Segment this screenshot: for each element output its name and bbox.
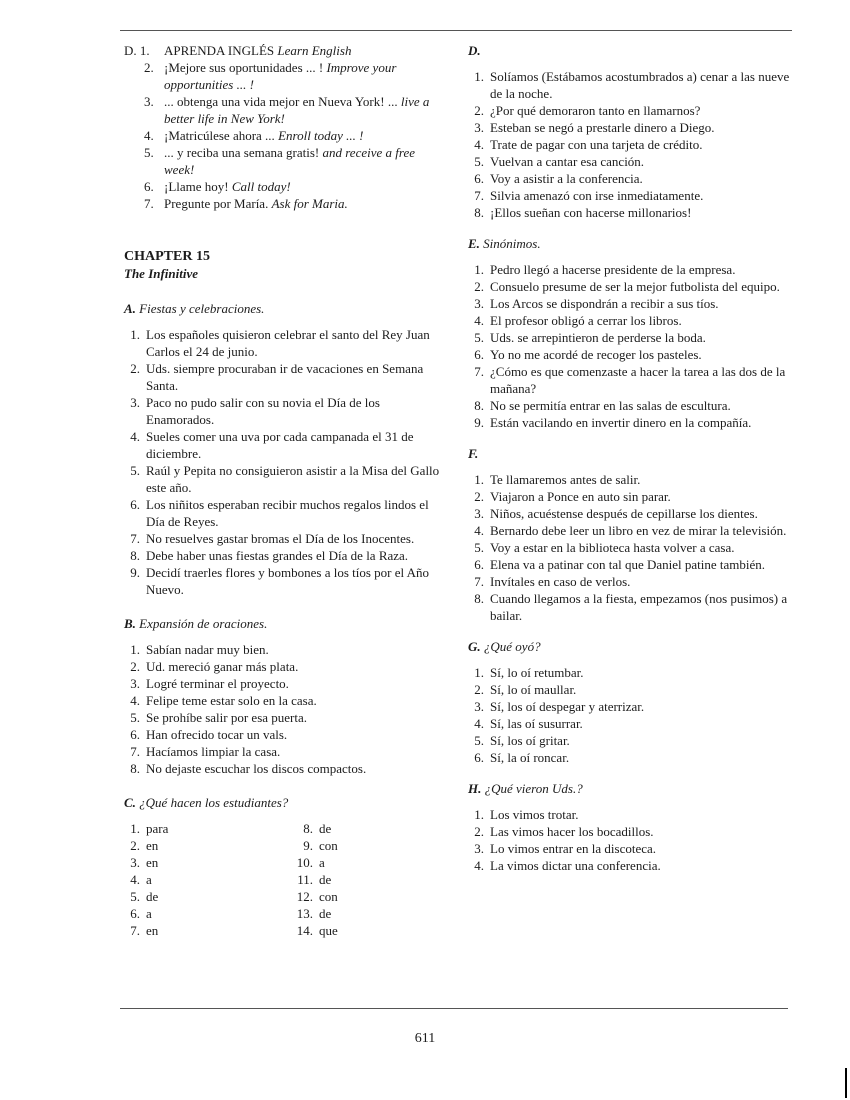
list-item (468, 664, 798, 681)
item-number: 4. (474, 858, 484, 873)
item-text: Han ofrecido tocar un vals. (146, 727, 288, 742)
item-number: 6. (144, 179, 154, 194)
chapter-title: CHAPTER 15 (124, 249, 210, 264)
english-translation: Learn English (277, 43, 352, 58)
answer-word: de (319, 821, 332, 836)
spanish-text: ¡Matricúlese ahora ... (164, 128, 279, 143)
spanish-text: APRENDA INGLÉS (164, 43, 278, 58)
answer-word: de (319, 872, 332, 887)
list-item (468, 806, 798, 823)
item-number: 6. (130, 497, 140, 512)
spanish-text: Pregunte por María. (164, 196, 272, 211)
list-item (468, 170, 798, 187)
section-e-heading (468, 235, 798, 252)
item-text: Niños, acuéstense después de cepillarse los dientes. (490, 506, 758, 521)
item-text: El profesor obligó a cerrar los libros. (490, 313, 682, 328)
section-c-grid (124, 820, 444, 939)
answer-cell (289, 888, 439, 905)
item-number: 5. (130, 463, 140, 478)
list-item (124, 530, 444, 547)
item-text: Silvia amenazó con irse inmediatamente. (490, 188, 704, 203)
item-number: 6. (474, 750, 484, 765)
section-b-heading (124, 615, 444, 632)
item-number: 2. (130, 659, 140, 674)
list-item (468, 732, 798, 749)
item-text: Sí, los oí gritar. (490, 733, 570, 748)
list-item (468, 329, 798, 346)
item-number: 5. (130, 710, 140, 725)
item-text: Voy a asistir a la conferencia. (490, 171, 643, 186)
section-letter: G. (468, 639, 481, 654)
list-item (468, 539, 798, 556)
list-item (124, 144, 444, 178)
list-item (124, 658, 444, 675)
section-h-list (468, 806, 798, 874)
item-number: 7. (474, 188, 484, 203)
list-item (468, 698, 798, 715)
list-item (124, 743, 444, 760)
list-item (468, 153, 798, 170)
section-e-list (468, 261, 798, 431)
answer-word: que (319, 923, 338, 938)
section-title: ¿Qué hacen los estudiantes? (139, 795, 289, 810)
item-text: Vuelvan a cantar esa canción. (490, 154, 645, 169)
list-item (468, 346, 798, 363)
right-column (468, 42, 798, 874)
item-text: Ud. mereció ganar más plata. (146, 659, 299, 674)
section-letter: B. (124, 616, 136, 631)
list-item (124, 709, 444, 726)
item-text: La vimos dictar una conferencia. (490, 858, 661, 873)
item-number: 12. (296, 889, 313, 904)
list-item (468, 119, 798, 136)
item-number: 1. (474, 472, 484, 487)
item-number: 8. (474, 398, 484, 413)
item-text: Las vimos hacer los bocadillos. (490, 824, 654, 839)
item-number: 4. (130, 693, 140, 708)
item-number: 3. (130, 676, 140, 691)
section-d-list (468, 68, 798, 221)
section-f-list (468, 471, 798, 624)
list-item (124, 360, 444, 394)
answer-cell (124, 854, 289, 871)
item-number: 1. (474, 69, 484, 84)
answer-word: en (146, 855, 159, 870)
english-translation: and receive a free week! (164, 145, 415, 177)
list-item (468, 573, 798, 590)
answer-cell (124, 888, 289, 905)
list-item (124, 93, 444, 127)
list-item (468, 681, 798, 698)
item-text: Los Arcos se dispondrán a recibir a sus tíos. (490, 296, 719, 311)
item-number: 1. (474, 665, 484, 680)
item-text: Paco no pudo salir con su novia el Día de los Enamorados. (146, 395, 380, 427)
answer-cell (124, 905, 289, 922)
item-number: 1. (130, 821, 140, 836)
item-number: 2. (144, 60, 154, 75)
section-f-heading (468, 445, 798, 462)
list-item (124, 326, 444, 360)
item-text: Sí, lo oí maullar. (490, 682, 577, 697)
chapter-subtitle: The Infinitive (124, 266, 199, 281)
section-title: Sinónimos. (483, 236, 541, 251)
bottom-rule (120, 1008, 788, 1009)
item-text: Te llamaremos antes de salir. (490, 472, 641, 487)
list-item (124, 692, 444, 709)
answer-cell (289, 854, 439, 871)
list-item (468, 204, 798, 221)
section-letter: D. (468, 43, 481, 58)
d1-list (124, 42, 444, 212)
item-text: Uds. se arrepintieron de perderse la boda. (490, 330, 706, 345)
list-item (468, 278, 798, 295)
answer-cell (124, 837, 289, 854)
item-text: No resuelves gastar bromas el Día de los Inocentes. (146, 531, 415, 546)
item-text: Decidí traerles flores y bombones a los tíos por el Año Nuevo. (146, 565, 430, 597)
item-text: Están vacilando en invertir dinero en la compañía. (490, 415, 752, 430)
item-number: 8. (474, 205, 484, 220)
item-number: 9. (303, 838, 313, 853)
section-a-heading (124, 300, 444, 317)
answer-cell (124, 871, 289, 888)
item-number: 11. (297, 872, 313, 887)
item-number: 14. (296, 923, 313, 938)
item-text: Consuelo presume de ser la mejor futbolista del equipo. (490, 279, 780, 294)
english-translation: Enroll today ... ! (278, 128, 364, 143)
item-number: 1. (474, 262, 484, 277)
item-number: 7. (144, 196, 154, 211)
item-number: 7. (130, 744, 140, 759)
list-item (468, 715, 798, 732)
item-text: Sí, las oí susurrar. (490, 716, 583, 731)
answer-cell (289, 837, 439, 854)
item-number: 6. (130, 906, 140, 921)
answer-cell (124, 820, 289, 837)
item-number: 6. (130, 727, 140, 742)
item-number: 2. (474, 682, 484, 697)
list-item (124, 496, 444, 530)
section-title: Fiestas y celebraciones. (139, 301, 265, 316)
item-number: 5. (130, 889, 140, 904)
item-number: 9. (130, 565, 140, 580)
item-text: ¿Por qué demoraron tanto en llamarnos? (490, 103, 701, 118)
item-text: Cuando llegamos a la fiesta, empezamos (nos pusimos) a bailar. (490, 591, 788, 623)
item-text: Bernardo debe leer un libro en vez de mirar la televisión. (490, 523, 787, 538)
list-item (468, 136, 798, 153)
list-item (468, 414, 798, 431)
answer-word: a (146, 872, 152, 887)
item-number: 8. (130, 548, 140, 563)
item-number: 5. (474, 154, 484, 169)
item-number: 9. (474, 415, 484, 430)
item-number: 4. (130, 872, 140, 887)
answer-cell (289, 905, 439, 922)
item-text: No se permitía entrar en las salas de escultura. (490, 398, 731, 413)
item-number: 3. (474, 296, 484, 311)
list-item (468, 590, 798, 624)
item-number: 3. (474, 841, 484, 856)
page-number: 611 (414, 1031, 436, 1046)
section-h-heading (468, 780, 798, 797)
section-b-list (124, 641, 444, 777)
list-item (124, 641, 444, 658)
item-text: Los vimos trotar. (490, 807, 579, 822)
item-number: 4. (474, 313, 484, 328)
list-item (124, 42, 444, 59)
section-d-continued (124, 42, 444, 212)
item-text: Debe haber unas fiestas grandes el Día de la Raza. (146, 548, 409, 563)
item-number: 7. (474, 364, 484, 379)
item-text: Sí, lo oí retumbar. (490, 665, 584, 680)
list-item (468, 857, 798, 874)
list-item (124, 59, 444, 93)
list-item (124, 127, 444, 144)
item-number: 2. (130, 361, 140, 376)
english-translation: Call today! (231, 179, 291, 194)
item-number: 6. (474, 347, 484, 362)
spanish-text: ¡Llame hoy! (164, 179, 232, 194)
list-item (124, 675, 444, 692)
section-d-heading (468, 42, 798, 59)
item-number: 1. (130, 642, 140, 657)
item-number: 1. (130, 327, 140, 342)
list-item (124, 178, 444, 195)
item-text: Sí, los oí despegar y aterrizar. (490, 699, 645, 714)
list-item (124, 564, 444, 598)
answer-word: en (146, 838, 159, 853)
item-number: 7. (130, 923, 140, 938)
item-text: Yo no me acordé de recoger los pasteles. (490, 347, 702, 362)
left-column (124, 42, 444, 939)
answer-word: con (319, 889, 338, 904)
item-text: No dejaste escuchar los discos compactos. (146, 761, 367, 776)
item-text: Sí, la oí roncar. (490, 750, 570, 765)
section-g-list (468, 664, 798, 766)
item-text: Hacíamos limpiar la casa. (146, 744, 281, 759)
answer-word: de (146, 889, 159, 904)
item-number: 10. (296, 855, 313, 870)
list-item (468, 397, 798, 414)
item-text: Los niñitos esperaban recibir muchos regalos lindos el Día de Reyes. (146, 497, 429, 529)
item-number: 5. (474, 540, 484, 555)
item-number: 5. (474, 733, 484, 748)
answer-word: para (146, 821, 169, 836)
item-text: Solíamos (Estábamos acostumbrados a) cenar a las nueve de la noche. (490, 69, 790, 101)
item-number: 3. (474, 699, 484, 714)
item-text: Invítales en caso de verlos. (490, 574, 631, 589)
item-text: Sabían nadar muy bien. (146, 642, 269, 657)
spanish-text: ¡Mejore sus oportunidades ... ! (164, 60, 327, 75)
list-item (468, 68, 798, 102)
list-item (468, 823, 798, 840)
section-label: D. 1. (124, 43, 150, 58)
list-item (468, 102, 798, 119)
list-item (468, 363, 798, 397)
list-item (124, 547, 444, 564)
answer-word: a (319, 855, 325, 870)
item-number: 1. (474, 807, 484, 822)
item-text: Esteban se negó a prestarle dinero a Diego. (490, 120, 715, 135)
item-number: 7. (474, 574, 484, 589)
answer-cell (289, 922, 439, 939)
item-number: 3. (474, 120, 484, 135)
item-number: 8. (474, 591, 484, 606)
section-title: ¿Qué vieron Uds.? (484, 781, 583, 796)
list-item (468, 261, 798, 278)
item-number: 13. (296, 906, 313, 921)
section-title: ¿Qué oyó? (483, 639, 541, 654)
item-number: 4. (474, 523, 484, 538)
section-letter: H. (468, 781, 482, 796)
spanish-text: ... y reciba una semana gratis! (164, 145, 323, 160)
item-text: Pedro llegó a hacerse presidente de la empresa. (490, 262, 736, 277)
item-number: 4. (474, 716, 484, 731)
list-item (468, 312, 798, 329)
item-text: Uds. siempre procuraban ir de vacaciones en Semana Santa. (146, 361, 424, 393)
answer-word: con (319, 838, 338, 853)
list-item (124, 726, 444, 743)
english-translation: live a better life in New York! (164, 94, 430, 126)
spanish-text: ... obtenga una vida mejor en Nueva York! ... (164, 94, 401, 109)
item-text: Los españoles quisieron celebrar el santo del Rey Juan Carlos el 24 de junio. (146, 327, 430, 359)
section-letter: C. (124, 795, 136, 810)
top-rule (120, 30, 792, 31)
list-item (124, 428, 444, 462)
list-item (468, 488, 798, 505)
english-translation: Ask for Maria. (271, 196, 348, 211)
item-number: 3. (144, 94, 154, 109)
item-number: 2. (474, 279, 484, 294)
item-number: 4. (474, 137, 484, 152)
item-text: Trate de pagar con una tarjeta de crédito. (490, 137, 703, 152)
list-item (468, 505, 798, 522)
section-letter: A. (124, 301, 136, 316)
answer-cell (289, 871, 439, 888)
answer-cell (124, 922, 289, 939)
list-item (468, 556, 798, 573)
section-c-heading (124, 794, 444, 811)
list-item (468, 522, 798, 539)
item-number: 2. (474, 103, 484, 118)
item-number: 5. (144, 145, 154, 160)
item-text: Voy a estar en la biblioteca hasta volver a casa. (490, 540, 735, 555)
item-number: 6. (474, 557, 484, 572)
answer-word: en (146, 923, 159, 938)
list-item (468, 295, 798, 312)
item-number: 2. (474, 489, 484, 504)
item-text: Viajaron a Ponce en auto sin parar. (490, 489, 671, 504)
item-number: 7. (130, 531, 140, 546)
list-item (124, 462, 444, 496)
list-item (124, 195, 444, 212)
item-number: 8. (130, 761, 140, 776)
answer-word: a (146, 906, 152, 921)
english-translation: Improve your opportunities ... ! (164, 60, 397, 92)
item-number: 3. (130, 395, 140, 410)
list-item (468, 471, 798, 488)
item-number: 3. (474, 506, 484, 521)
item-number: 4. (144, 128, 154, 143)
section-letter: E. (468, 236, 480, 251)
list-item (468, 840, 798, 857)
item-number: 8. (303, 821, 313, 836)
item-text: Elena va a patinar con tal que Daniel patine también. (490, 557, 766, 572)
item-text: Lo vimos entrar en la discoteca. (490, 841, 657, 856)
scan-edge-mark (845, 1068, 847, 1098)
answer-cell (289, 820, 439, 837)
item-number: 2. (130, 838, 140, 853)
item-text: Logré terminar el proyecto. (146, 676, 289, 691)
item-number: 6. (474, 171, 484, 186)
item-number: 4. (130, 429, 140, 444)
item-text: Sueles comer una uva por cada campanada el 31 de diciembre. (146, 429, 414, 461)
item-number: 5. (474, 330, 484, 345)
item-number: 3. (130, 855, 140, 870)
item-text: ¡Ellos sueñan con hacerse millonarios! (490, 205, 692, 220)
list-item (124, 394, 444, 428)
section-title: Expansión de oraciones. (139, 616, 268, 631)
list-item (468, 187, 798, 204)
item-text: Raúl y Pepita no consiguieron asistir a la Misa del Gallo este año. (146, 463, 440, 495)
section-letter: F. (468, 446, 479, 461)
item-text: ¿Cómo es que comenzaste a hacer la tarea a las dos de la mañana? (490, 364, 786, 396)
answer-word: de (319, 906, 332, 921)
item-text: Felipe teme estar solo en la casa. (146, 693, 317, 708)
item-text: Se prohíbe salir por esa puerta. (146, 710, 308, 725)
list-item (468, 749, 798, 766)
list-item (124, 760, 444, 777)
item-number: 2. (474, 824, 484, 839)
section-a-list (124, 326, 444, 598)
section-g-heading (468, 638, 798, 655)
